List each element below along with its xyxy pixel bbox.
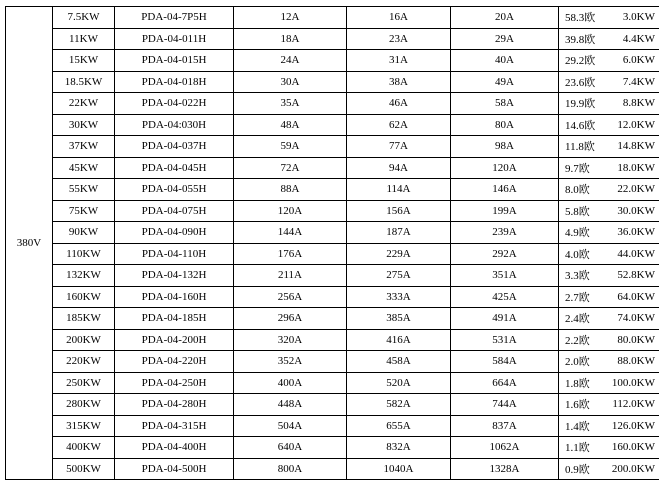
power-cell: 220KW bbox=[53, 351, 115, 373]
model-cell: PDA-04-011H bbox=[115, 28, 234, 50]
resistance-ohm-value: 8.0欧 bbox=[565, 184, 590, 197]
power-cell: 110KW bbox=[53, 243, 115, 265]
resistance-cell bbox=[559, 7, 659, 29]
current-2-cell: 458A bbox=[347, 351, 451, 373]
power-cell: 11KW bbox=[53, 28, 115, 50]
table-row bbox=[6, 394, 659, 416]
current-3-cell: 351A bbox=[451, 265, 559, 287]
current-2-cell: 38A bbox=[347, 71, 451, 93]
resistance-cell bbox=[559, 286, 659, 308]
current-1-cell: 24A bbox=[234, 50, 347, 72]
power-cell: 250KW bbox=[53, 372, 115, 394]
model-cell: PDA-04-055H bbox=[115, 179, 234, 201]
model-cell: PDA-04-075H bbox=[115, 200, 234, 222]
resistance-power-value: 8.8KW bbox=[622, 97, 655, 110]
resistance-inner bbox=[559, 418, 659, 434]
current-2-cell: 23A bbox=[347, 28, 451, 50]
specification-table bbox=[5, 6, 659, 480]
current-2-cell: 156A bbox=[347, 200, 451, 222]
table-row bbox=[6, 286, 659, 308]
resistance-power-value: 200.0KW bbox=[611, 462, 655, 475]
current-3-cell: 584A bbox=[451, 351, 559, 373]
power-cell: 15KW bbox=[53, 50, 115, 72]
resistance-power-value: 52.8KW bbox=[617, 269, 655, 282]
current-3-cell: 80A bbox=[451, 114, 559, 136]
current-1-cell: 211A bbox=[234, 265, 347, 287]
resistance-inner bbox=[559, 246, 659, 262]
resistance-power-value: 12.0KW bbox=[617, 118, 655, 131]
current-1-cell: 12A bbox=[234, 7, 347, 29]
current-2-cell: 46A bbox=[347, 93, 451, 115]
power-cell: 45KW bbox=[53, 157, 115, 179]
power-cell: 132KW bbox=[53, 265, 115, 287]
resistance-ohm-value: 2.2欧 bbox=[565, 334, 590, 347]
current-1-cell: 296A bbox=[234, 308, 347, 330]
model-cell: PDA-04-200H bbox=[115, 329, 234, 351]
current-2-cell: 94A bbox=[347, 157, 451, 179]
resistance-inner bbox=[559, 461, 659, 477]
current-3-cell: 837A bbox=[451, 415, 559, 437]
power-cell: 37KW bbox=[53, 136, 115, 158]
resistance-ohm-value: 3.3欧 bbox=[565, 270, 590, 283]
current-2-cell: 416A bbox=[347, 329, 451, 351]
power-cell: 75KW bbox=[53, 200, 115, 222]
current-1-cell: 320A bbox=[234, 329, 347, 351]
resistance-cell bbox=[559, 437, 659, 459]
power-cell: 22KW bbox=[53, 93, 115, 115]
resistance-cell bbox=[559, 308, 659, 330]
current-3-cell: 239A bbox=[451, 222, 559, 244]
resistance-ohm-value: 4.9欧 bbox=[565, 227, 590, 240]
model-cell: PDA-04-220H bbox=[115, 351, 234, 373]
resistance-inner bbox=[559, 289, 659, 305]
resistance-power-value: 64.0KW bbox=[617, 290, 655, 303]
resistance-ohm-value: 1.4欧 bbox=[565, 420, 590, 433]
model-cell: PDA-04-500H bbox=[115, 458, 234, 480]
resistance-ohm-value: 2.7欧 bbox=[565, 291, 590, 304]
resistance-inner bbox=[559, 74, 659, 90]
model-cell: PDA-04-132H bbox=[115, 265, 234, 287]
resistance-power-value: 126.0KW bbox=[611, 419, 655, 432]
current-2-cell: 655A bbox=[347, 415, 451, 437]
current-1-cell: 640A bbox=[234, 437, 347, 459]
resistance-power-value: 7.4KW bbox=[622, 75, 655, 88]
resistance-inner bbox=[559, 95, 659, 111]
model-cell: PDA-04-018H bbox=[115, 71, 234, 93]
resistance-inner bbox=[559, 310, 659, 326]
power-cell: 315KW bbox=[53, 415, 115, 437]
voltage-cell: 380V bbox=[6, 7, 53, 480]
current-1-cell: 504A bbox=[234, 415, 347, 437]
model-cell: PDA-04-280H bbox=[115, 394, 234, 416]
current-1-cell: 448A bbox=[234, 394, 347, 416]
current-2-cell: 520A bbox=[347, 372, 451, 394]
resistance-ohm-value: 2.4欧 bbox=[565, 313, 590, 326]
current-2-cell: 229A bbox=[347, 243, 451, 265]
current-1-cell: 400A bbox=[234, 372, 347, 394]
resistance-power-value: 80.0KW bbox=[617, 333, 655, 346]
resistance-cell bbox=[559, 136, 659, 158]
current-3-cell: 744A bbox=[451, 394, 559, 416]
resistance-ohm-value: 0.9欧 bbox=[565, 463, 590, 476]
current-1-cell: 18A bbox=[234, 28, 347, 50]
current-3-cell: 98A bbox=[451, 136, 559, 158]
current-2-cell: 582A bbox=[347, 394, 451, 416]
current-2-cell: 62A bbox=[347, 114, 451, 136]
power-cell: 500KW bbox=[53, 458, 115, 480]
current-1-cell: 120A bbox=[234, 200, 347, 222]
resistance-power-value: 22.0KW bbox=[617, 183, 655, 196]
resistance-cell bbox=[559, 93, 659, 115]
resistance-cell bbox=[559, 351, 659, 373]
resistance-inner bbox=[559, 52, 659, 68]
model-cell: PDA-04-015H bbox=[115, 50, 234, 72]
current-2-cell: 1040A bbox=[347, 458, 451, 480]
current-1-cell: 352A bbox=[234, 351, 347, 373]
resistance-inner bbox=[559, 332, 659, 348]
model-cell: PDA-04-090H bbox=[115, 222, 234, 244]
resistance-inner bbox=[559, 31, 659, 47]
current-1-cell: 48A bbox=[234, 114, 347, 136]
resistance-power-value: 160.0KW bbox=[611, 441, 655, 454]
current-1-cell: 30A bbox=[234, 71, 347, 93]
current-1-cell: 256A bbox=[234, 286, 347, 308]
current-3-cell: 120A bbox=[451, 157, 559, 179]
table-row bbox=[6, 372, 659, 394]
table-row bbox=[6, 28, 659, 50]
resistance-inner bbox=[559, 396, 659, 412]
current-3-cell: 20A bbox=[451, 7, 559, 29]
resistance-inner bbox=[559, 9, 659, 25]
current-3-cell: 491A bbox=[451, 308, 559, 330]
current-3-cell: 49A bbox=[451, 71, 559, 93]
table-row bbox=[6, 222, 659, 244]
model-cell: PDA-04-400H bbox=[115, 437, 234, 459]
table-row bbox=[6, 243, 659, 265]
model-cell: PDA-04:030H bbox=[115, 114, 234, 136]
current-3-cell: 664A bbox=[451, 372, 559, 394]
power-cell: 7.5KW bbox=[53, 7, 115, 29]
resistance-cell bbox=[559, 200, 659, 222]
resistance-ohm-value: 5.8欧 bbox=[565, 205, 590, 218]
power-cell: 18.5KW bbox=[53, 71, 115, 93]
table-row bbox=[6, 93, 659, 115]
resistance-ohm-value: 4.0欧 bbox=[565, 248, 590, 261]
current-3-cell: 29A bbox=[451, 28, 559, 50]
power-cell: 185KW bbox=[53, 308, 115, 330]
model-cell: PDA-04-037H bbox=[115, 136, 234, 158]
resistance-cell bbox=[559, 28, 659, 50]
resistance-cell bbox=[559, 458, 659, 480]
table-row bbox=[6, 329, 659, 351]
resistance-power-value: 14.8KW bbox=[617, 140, 655, 153]
table-row bbox=[6, 71, 659, 93]
resistance-power-value: 74.0KW bbox=[617, 312, 655, 325]
current-2-cell: 16A bbox=[347, 7, 451, 29]
resistance-ohm-value: 39.8欧 bbox=[565, 33, 596, 46]
current-3-cell: 146A bbox=[451, 179, 559, 201]
model-cell: PDA-04-7P5H bbox=[115, 7, 234, 29]
current-2-cell: 385A bbox=[347, 308, 451, 330]
power-cell: 30KW bbox=[53, 114, 115, 136]
resistance-power-value: 18.0KW bbox=[617, 161, 655, 174]
resistance-cell bbox=[559, 222, 659, 244]
resistance-inner bbox=[559, 203, 659, 219]
current-3-cell: 425A bbox=[451, 286, 559, 308]
table-row bbox=[6, 437, 659, 459]
power-cell: 55KW bbox=[53, 179, 115, 201]
current-2-cell: 333A bbox=[347, 286, 451, 308]
table-row bbox=[6, 351, 659, 373]
table-row bbox=[6, 7, 659, 29]
table-row bbox=[6, 157, 659, 179]
table-row bbox=[6, 179, 659, 201]
resistance-ohm-value: 58.3欧 bbox=[565, 12, 596, 25]
resistance-power-value: 36.0KW bbox=[617, 226, 655, 239]
current-3-cell: 1328A bbox=[451, 458, 559, 480]
resistance-inner bbox=[559, 375, 659, 391]
resistance-cell bbox=[559, 394, 659, 416]
resistance-ohm-value: 14.6欧 bbox=[565, 119, 596, 132]
resistance-inner bbox=[559, 138, 659, 154]
resistance-power-value: 4.4KW bbox=[622, 32, 655, 45]
resistance-cell bbox=[559, 372, 659, 394]
power-cell: 400KW bbox=[53, 437, 115, 459]
resistance-cell bbox=[559, 179, 659, 201]
resistance-power-value: 30.0KW bbox=[617, 204, 655, 217]
current-1-cell: 176A bbox=[234, 243, 347, 265]
resistance-cell bbox=[559, 114, 659, 136]
resistance-inner bbox=[559, 439, 659, 455]
current-1-cell: 72A bbox=[234, 157, 347, 179]
current-2-cell: 275A bbox=[347, 265, 451, 287]
resistance-power-value: 100.0KW bbox=[611, 376, 655, 389]
model-cell: PDA-04-185H bbox=[115, 308, 234, 330]
resistance-inner bbox=[559, 160, 659, 176]
resistance-inner bbox=[559, 181, 659, 197]
resistance-inner bbox=[559, 267, 659, 283]
resistance-inner bbox=[559, 224, 659, 240]
table-row bbox=[6, 50, 659, 72]
current-3-cell: 1062A bbox=[451, 437, 559, 459]
model-cell: PDA-04-110H bbox=[115, 243, 234, 265]
resistance-ohm-value: 2.0欧 bbox=[565, 356, 590, 369]
resistance-cell bbox=[559, 50, 659, 72]
resistance-power-value: 3.0KW bbox=[622, 11, 655, 24]
resistance-ohm-value: 1.6欧 bbox=[565, 399, 590, 412]
resistance-cell bbox=[559, 157, 659, 179]
current-3-cell: 58A bbox=[451, 93, 559, 115]
current-2-cell: 187A bbox=[347, 222, 451, 244]
current-1-cell: 59A bbox=[234, 136, 347, 158]
resistance-ohm-value: 11.8欧 bbox=[565, 141, 595, 154]
current-2-cell: 31A bbox=[347, 50, 451, 72]
table-row bbox=[6, 308, 659, 330]
power-cell: 90KW bbox=[53, 222, 115, 244]
table-row bbox=[6, 114, 659, 136]
model-cell: PDA-04-250H bbox=[115, 372, 234, 394]
power-cell: 280KW bbox=[53, 394, 115, 416]
resistance-power-value: 6.0KW bbox=[622, 54, 655, 67]
current-3-cell: 199A bbox=[451, 200, 559, 222]
resistance-cell bbox=[559, 265, 659, 287]
resistance-ohm-value: 1.8欧 bbox=[565, 377, 590, 390]
resistance-inner bbox=[559, 353, 659, 369]
resistance-ohm-value: 23.6欧 bbox=[565, 76, 596, 89]
resistance-cell bbox=[559, 243, 659, 265]
resistance-inner bbox=[559, 117, 659, 133]
model-cell: PDA-04-160H bbox=[115, 286, 234, 308]
resistance-ohm-value: 19.9欧 bbox=[565, 98, 596, 111]
power-cell: 200KW bbox=[53, 329, 115, 351]
current-1-cell: 88A bbox=[234, 179, 347, 201]
resistance-power-value: 88.0KW bbox=[617, 355, 655, 368]
resistance-ohm-value: 1.1欧 bbox=[565, 442, 590, 455]
resistance-cell bbox=[559, 415, 659, 437]
current-2-cell: 77A bbox=[347, 136, 451, 158]
current-2-cell: 114A bbox=[347, 179, 451, 201]
current-1-cell: 35A bbox=[234, 93, 347, 115]
model-cell: PDA-04-315H bbox=[115, 415, 234, 437]
table-body bbox=[6, 7, 659, 480]
power-cell: 160KW bbox=[53, 286, 115, 308]
table-row bbox=[6, 458, 659, 480]
table-row bbox=[6, 415, 659, 437]
current-1-cell: 800A bbox=[234, 458, 347, 480]
resistance-ohm-value: 9.7欧 bbox=[565, 162, 590, 175]
resistance-power-value: 44.0KW bbox=[617, 247, 655, 260]
resistance-cell bbox=[559, 329, 659, 351]
resistance-power-value: 112.0KW bbox=[612, 398, 655, 411]
current-2-cell: 832A bbox=[347, 437, 451, 459]
current-1-cell: 144A bbox=[234, 222, 347, 244]
table-row bbox=[6, 136, 659, 158]
model-cell: PDA-04-022H bbox=[115, 93, 234, 115]
current-3-cell: 40A bbox=[451, 50, 559, 72]
resistance-cell bbox=[559, 71, 659, 93]
resistance-ohm-value: 29.2欧 bbox=[565, 55, 596, 68]
current-3-cell: 531A bbox=[451, 329, 559, 351]
current-3-cell: 292A bbox=[451, 243, 559, 265]
table-row bbox=[6, 200, 659, 222]
table-row bbox=[6, 265, 659, 287]
model-cell: PDA-04-045H bbox=[115, 157, 234, 179]
